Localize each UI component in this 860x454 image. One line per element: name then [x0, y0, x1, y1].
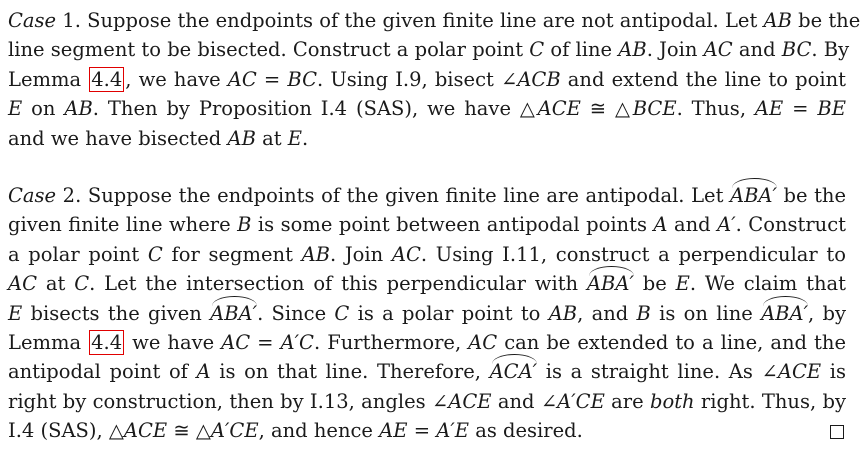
- case-2-line-3: a polar point C for segment AB. Join AC. Using I.11, construct a perpendicular to: [8, 242, 846, 266]
- case-1-line-2: line segment to be bisected. Construct a polar point C of line AB. Join AC and BC. By: [8, 38, 850, 62]
- case-2-line-6: Lemma 4.4 we have AC = A′C. Furthermore, AC can be extended to a line, and the: [8, 330, 846, 354]
- case-1-line-4: E on AB. Then by Proposition I.4 (SAS), we have △ACE ≅ △BCE. Thus, AE = BE: [8, 97, 846, 121]
- case-1-line-5: and we have bisected AB at E.: [8, 126, 309, 150]
- case-2-line-5: E bisects the given ABA′. Since C is a polar point to AB, and B is on line ABA′, by: [8, 299, 846, 328]
- case-1-line-1: Case 1. Suppose the endpoints of the given finite line are not antipodal. Let AB be the: [8, 9, 860, 32]
- case-2-line-7: antipodal point of A is on that line. Therefore, ACA′ is a straight line. As ∠ACE is: [8, 357, 846, 386]
- case-1-paragraph: [8, 6, 860, 153]
- case-2-paragraph: [8, 181, 846, 446]
- lemma-reference-link[interactable]: 4.4: [91, 67, 123, 91]
- case-1-line-3: Lemma 4.4 , we have AC = BC. Using I.9, bisect ∠ACB and extend the line to point: [8, 67, 846, 91]
- lemma-reference-link[interactable]: 4.4: [91, 330, 123, 354]
- qed-square-icon: [830, 425, 844, 439]
- proof-text: [8, 6, 860, 445]
- case-2-line-2: given finite line where B is some point between antipodal points A and A′. Construct: [8, 213, 846, 237]
- case-2-line-1: Case 2. Suppose the endpoints of the given finite line are antipodal. Let ABA′ be the: [8, 181, 846, 210]
- case-2-line-9: I.4 (SAS), △ACE ≅ △A′CE, and hence AE = A′E as desired.: [8, 416, 846, 445]
- case-2-line-8: right by construction, then by I.13, angles ∠ACE and ∠A′CE are both right. Thus, by: [8, 389, 847, 413]
- case-2-line-4: AC at C. Let the intersection of this perpendicular with ABA′ be E. We claim that: [8, 269, 846, 298]
